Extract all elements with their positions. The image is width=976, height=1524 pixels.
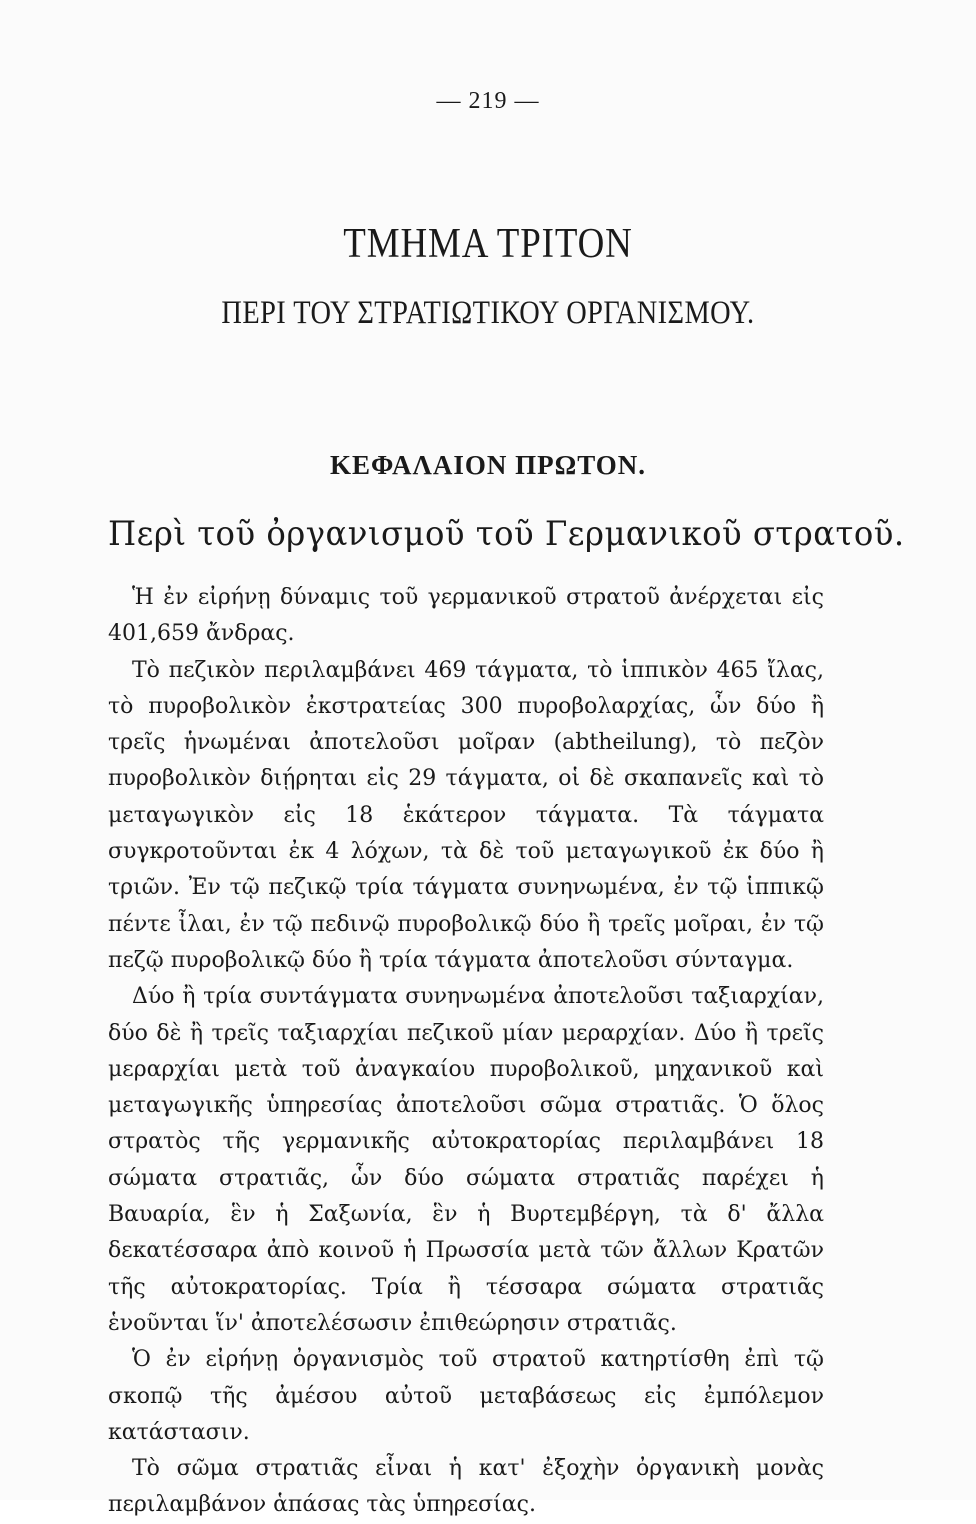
paragraph: Δύο ἢ τρία συντάγματα συνηνωμένα ἀποτελοῦσι ταξιαρχίαν, δύο δὲ ἢ τρεῖς ταξιαρχίαι πεζικοῦ μίαν μεραρχίαν. Δύο ἢ τρεῖς μεραρχίαι μετὰ τοῦ ἀναγκαίου πυροβολικοῦ, μηχανικοῦ καὶ μεταγωγικῆς ὑπηρεσίας ἀποτελοῦσι σῶμα στρατιᾶς. Ὁ ὅλος στρατὸς τῆς γερμανικῆς αὐτοκρατορίας περιλαμβάνει 18 σώματα στρατιᾶς, ὧν δύο σώματα στρατιᾶς παρέχει ἡ Βαυαρία, ἓν ἡ Σαξωνία, ἓν ἡ Βυρτεμβέργη, τὰ δ' ἄλλα δεκατέσσαρα ἀπὸ κοινοῦ ἡ Πρωσσία μετὰ τῶν ἄλλων Κρατῶν τῆς αὐτοκρατορίας. Τρία ἢ τέσσαρα σώματα στρατιᾶς ἑνοῦνται ἵν' ἀποτελέσωσιν ἐπιθεώρησιν στρατιᾶς. — [108, 984, 824, 1336]
paragraph: Ὁ ἐν εἰρήνῃ ὀργανισμὸς τοῦ στρατοῦ κατηρτίσθη ἐπὶ τῷ σκοπῷ τῆς ἀμέσου αὐτοῦ μεταβάσεως εἰς ἐμπόλεμον κατάστασιν. — [108, 1347, 824, 1445]
part-title: ΤΜΗΜΑ ΤΡΙΤΟΝ — [343, 221, 633, 267]
paragraph: Τὸ σῶμα στρατιᾶς εἶναι ἡ κατ' ἐξοχὴν ὀργανικὴ μονὰς περιλαμβάνον ἁπάσας τὰς ὑπηρεσίας. — [108, 1456, 824, 1518]
page-number: — 219 — — [436, 88, 540, 114]
part-subtitle: ΠΕΡΙ ΤΟΥ ΣΤΡΑΤΙΩΤΙΚΟΥ ΟΡΓΑΝΙΣΜΟΥ. — [221, 295, 755, 331]
body-text — [108, 580, 824, 1524]
paragraph: Ἡ ἐν εἰρήνῃ δύναμις τοῦ γερμανικοῦ στρατοῦ ἀνέρχεται εἰς 401,659 ἄνδρας. — [108, 585, 824, 647]
chapter-title: ΚΕΦΑΛΑΙΟΝ ΠΡΩΤΟΝ. — [329, 450, 647, 480]
section-title: Περὶ τοῦ ὀργανισμοῦ τοῦ Γερμανικοῦ στρατοῦ. — [108, 514, 905, 554]
paragraph: Τὸ πεζικὸν περιλαμβάνει 469 τάγματα, τὸ ἱππικὸν 465 ἴλας, τὸ πυροβολικὸν ἐκστρατείας 300 πυροβολαρχίας, ὧν δύο ἢ τρεῖς ἡνωμέναι ἀποτελοῦσι μοῖραν (abtheilung), τὸ πεζὸν πυροβολικὸν διῄρηται εἰς 29 τάγματα, οἱ δὲ σκαπανεῖς καὶ τὸ μεταγωγικὸν εἰς 18 ἑκάτερον τάγματα. Τὰ τάγματα συγκροτοῦνται ἐκ 4 λόχων, τὰ δὲ τοῦ μεταγωγικοῦ ἐκ δύο ἢ τριῶν. Ἐν τῷ πεζικῷ τρία τάγματα συνηνωμένα, ἐν τῷ ἱππικῷ πέντε ἶλαι, ἐν τῷ πεδινῷ πυροβολικῷ δύο ἢ τρεῖς μοῖραι, ἐν τῷ πεζῷ πυροβολικῷ δύο ἢ τρία τάγματα ἀποτελοῦσι σύνταγμα. — [108, 657, 824, 973]
